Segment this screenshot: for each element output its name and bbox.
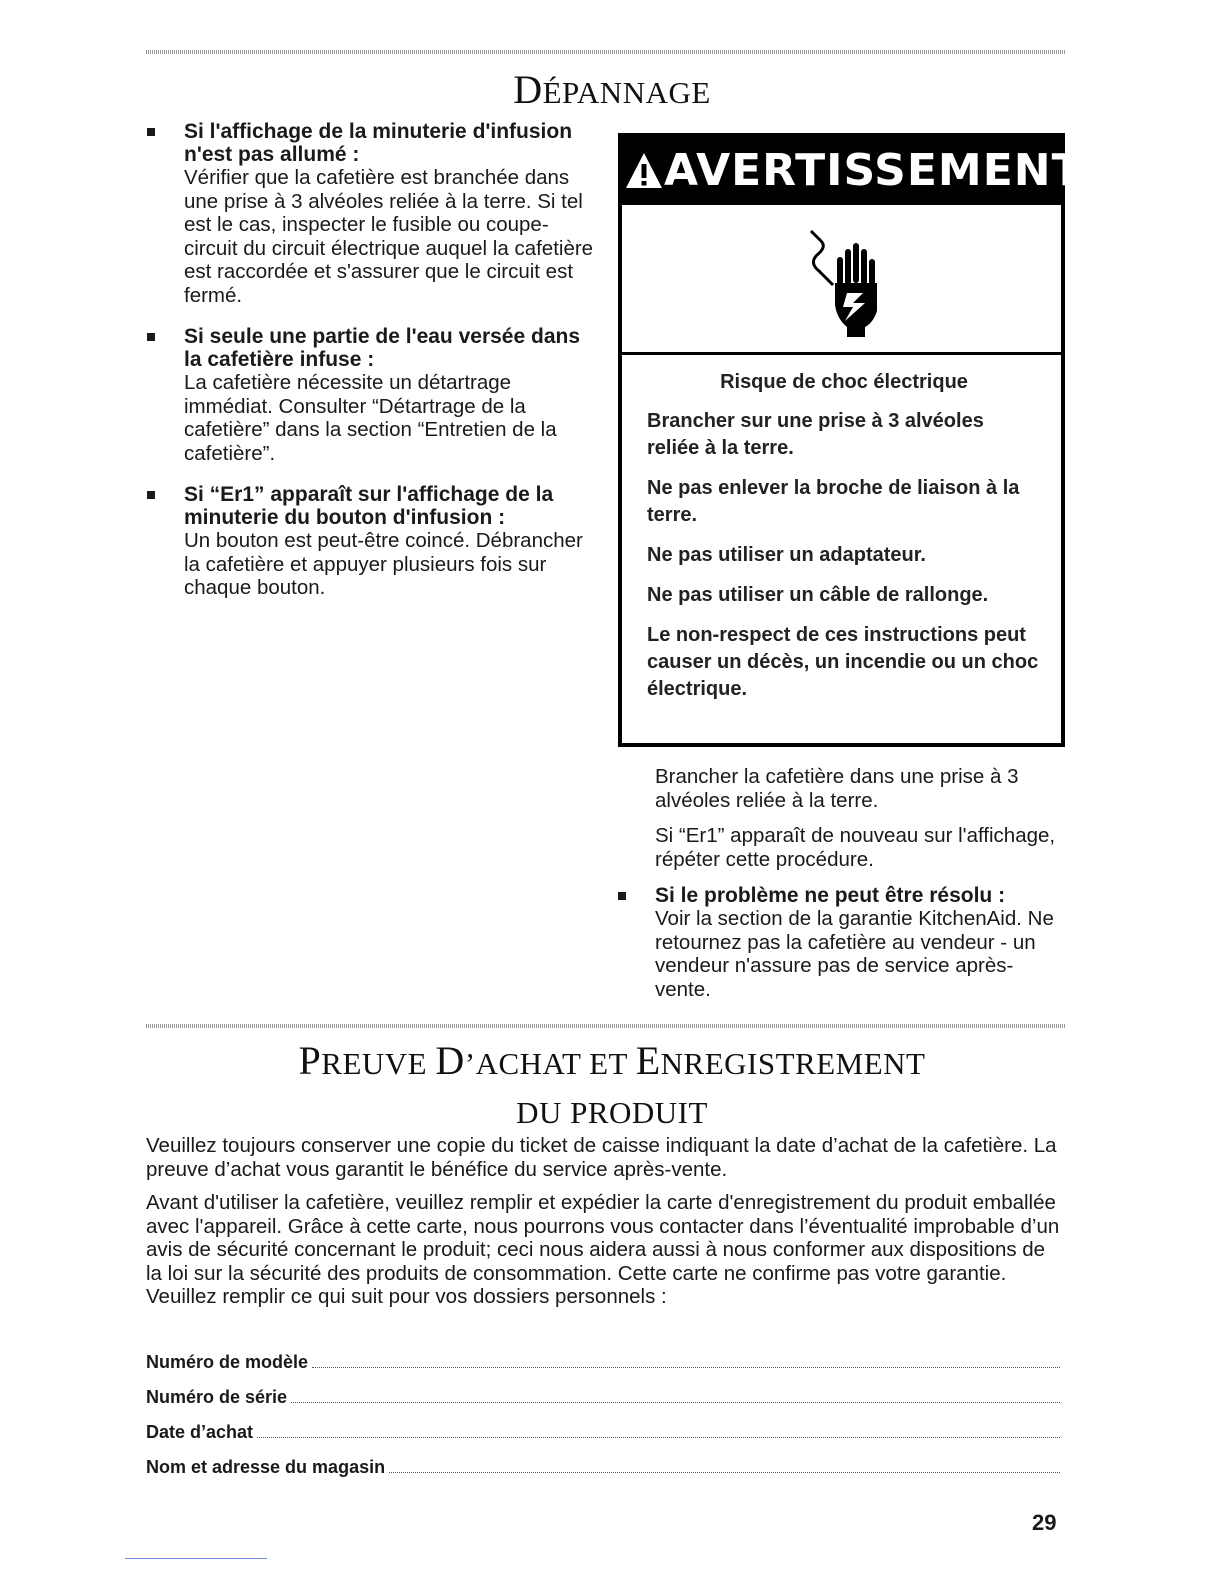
- warning-triangle-icon: [624, 151, 664, 191]
- right-paragraph: Brancher la cafetière dans une prise à 3 alvéoles reliée à la terre.: [655, 765, 1019, 812]
- record-fields: [146, 1338, 1060, 1478]
- title-fragment: E: [635, 1038, 661, 1083]
- warning-line: Le non-respect de ces instructions peut causer un décès, un incendie ou un choc électrique.: [647, 624, 1039, 700]
- title-fragment: REUVE: [321, 1046, 436, 1081]
- list-item: [147, 483, 595, 600]
- list-item: [147, 120, 595, 307]
- list-item: [618, 884, 1068, 1001]
- field-label: Date d’achat: [146, 1422, 254, 1442]
- middle-divider: [146, 1024, 1066, 1028]
- field-label: Nom et adresse du magasin: [146, 1457, 386, 1477]
- warning-line: Ne pas utiliser un câble de rallonge.: [647, 584, 989, 606]
- field-label: Numéro de série: [146, 1387, 288, 1407]
- bullet-square-icon: [147, 128, 155, 136]
- fill-in-line[interactable]: [312, 1366, 1060, 1368]
- preuve-title-line2: DU PRODUIT: [516, 1095, 708, 1130]
- item-text: La cafetière nécessite un détartrage immédiat. Consulter “Détartrage de la cafetière” dans la section “Entretien de la cafetière”.: [184, 371, 557, 465]
- electric-shock-hand-icon: [807, 227, 887, 339]
- shock-hazard-area: [622, 205, 1061, 355]
- bullet-square-icon: [147, 491, 155, 499]
- troubleshooting-list-left: [147, 120, 595, 618]
- top-divider: [146, 50, 1066, 54]
- troubleshooting-right-text: [655, 765, 1060, 883]
- depannage-title-rest: ÉPANNAGE: [542, 75, 711, 110]
- bullet-square-icon: [618, 892, 626, 900]
- depannage-title: [0, 66, 1224, 113]
- fill-in-line[interactable]: [389, 1471, 1060, 1473]
- field-label: Numéro de modèle: [146, 1352, 309, 1372]
- preuve-text: [146, 1134, 1066, 1321]
- depannage-title-initial: D: [513, 67, 543, 112]
- item-heading: Si seule une partie de l'eau versée dans la cafetière infuse :: [184, 325, 581, 371]
- fill-in-line[interactable]: [257, 1436, 1060, 1438]
- troubleshooting-list-right: [618, 884, 1068, 1019]
- item-text: Voir la section de la garantie KitchenAid. Ne retournez pas la cafetière au vendeur - un vendeur n'assure pas de service après-vente.: [655, 907, 1054, 1001]
- bullet-square-icon: [147, 333, 155, 341]
- title-fragment: ’ACHAT ET: [464, 1046, 636, 1081]
- preuve-paragraph: Veuillez toujours conserver une copie du ticket de caisse indiquant la date d’achat de la cafetière. La preuve d’achat vous garantit le bénéfice du service après-vente.: [146, 1134, 1057, 1181]
- warning-risk-title: Risque de choc électrique: [720, 371, 968, 393]
- item-heading: Si le problème ne peut être résolu :: [655, 884, 1006, 907]
- right-paragraph: Si “Er1” apparaît de nouveau sur l'affichage, répéter cette procédure.: [655, 824, 1056, 871]
- item-heading: Si l'affichage de la minuterie d'infusion n'est pas allumé :: [184, 120, 573, 166]
- warning-box: [618, 133, 1083, 747]
- preuve-paragraph: Avant d'utiliser la cafetière, veuillez remplir et expédier la carte d'enregistrement du produit emballée avec l'appareil. Grâce à cette carte, nous pourrons vous contacter dans l’éventualité improbable d’un avis de sécurité concernant le produit; ceci nous aidera aussi à nous conformer aux dispositions de la loi sur la sécurité des produits de consommation. Cette carte ne confirme pas votre garantie. Veuillez remplir ce qui suit pour vos dossiers personnels :: [146, 1191, 1060, 1308]
- field-serial-number[interactable]: [146, 1373, 1060, 1408]
- item-heading: Si “Er1” apparaît sur l'affichage de la minuterie du bouton d'infusion :: [184, 483, 554, 529]
- title-fragment: NREGISTREMENT: [660, 1046, 926, 1081]
- item-text: Vérifier que la cafetière est branchée dans une prise à 3 alvéoles reliée à la terre. Si tel est le cas, inspecter le fusible ou coupe-circuit du circuit électrique auquel la cafetière est raccordée et s'assurer que le circuit est fermé.: [184, 166, 594, 307]
- warning-line: Brancher sur une prise à 3 alvéoles reliée à la terre.: [647, 410, 984, 459]
- warning-line: Ne pas enlever la broche de liaison à la terre.: [647, 477, 1020, 526]
- warning-header: [622, 137, 1083, 205]
- fill-in-line[interactable]: [291, 1401, 1060, 1403]
- field-store-name-address[interactable]: [146, 1443, 1060, 1478]
- page-number: 29: [1032, 1510, 1057, 1535]
- footer-line: [125, 1558, 267, 1559]
- title-fragment: P: [298, 1038, 322, 1083]
- field-model-number[interactable]: [146, 1338, 1060, 1373]
- warning-label: AVERTISSEMENT: [664, 145, 1083, 196]
- title-fragment: D: [435, 1038, 465, 1083]
- preuve-title: [0, 1038, 1224, 1139]
- item-text: Un bouton est peut-être coincé. Débrancher la cafetière et appuyer plusieurs fois sur chaque bouton.: [184, 529, 583, 599]
- preuve-title-line1: [298, 1038, 926, 1083]
- warning-body: [622, 355, 1061, 703]
- warning-line: Ne pas utiliser un adaptateur.: [647, 544, 926, 566]
- list-item: [147, 325, 595, 465]
- field-purchase-date[interactable]: [146, 1408, 1060, 1443]
